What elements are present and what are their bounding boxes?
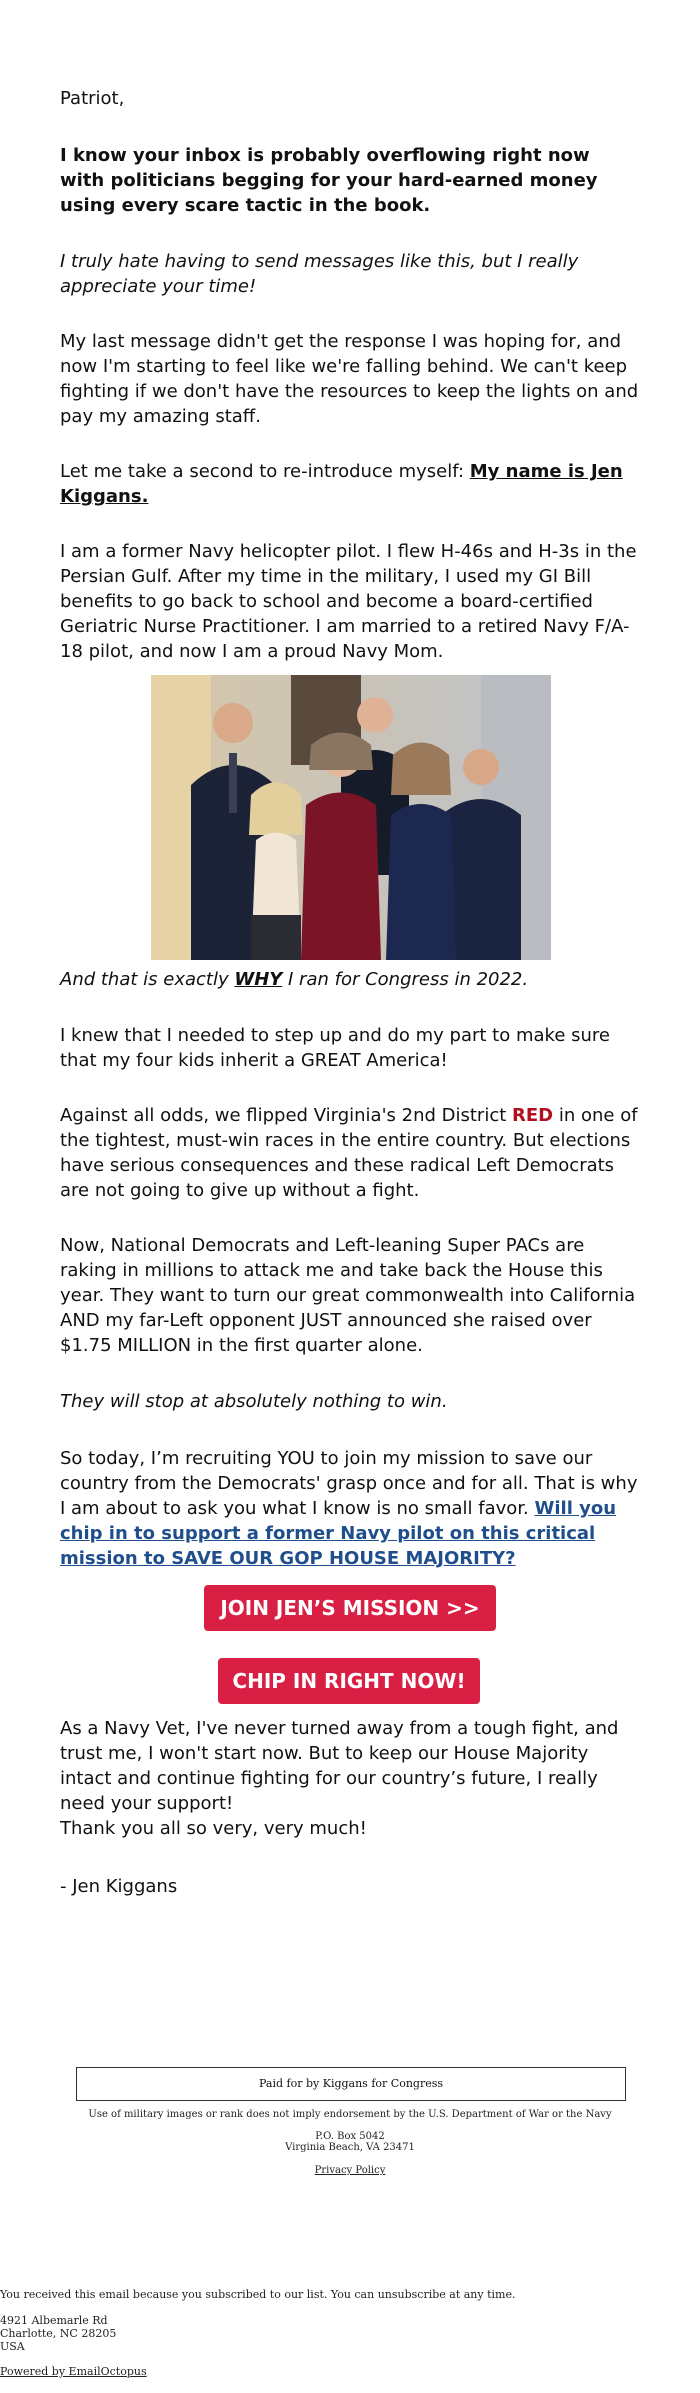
why-lead: And that is exactly (60, 969, 235, 990)
subscription-notice: You received this email because you subscribed to our list. You can unsubscribe at any time. (0, 2288, 516, 2301)
join-mission-button-label: JOIN JEN’S MISSION >> (220, 1596, 480, 1620)
chip-in-button-label: CHIP IN RIGHT NOW! (232, 1669, 466, 1693)
po-box: P.O. Box 5042 (315, 2131, 385, 2142)
emailoctopus-link[interactable]: Powered by EmailOctopus (0, 2365, 147, 2378)
paid-for-box (76, 2067, 626, 2101)
why-tail: I ran for Congress in 2022. (282, 969, 529, 990)
city-state: Virginia Beach, VA 23471 (285, 2142, 415, 2153)
flip-paragraph (60, 1103, 640, 1203)
reintro-paragraph (60, 459, 640, 509)
kids-paragraph: I knew that I needed to step up and do my part to make sure that my four kids inherit a GREAT America! (60, 1025, 610, 1071)
stop-paragraph: They will stop at absolutely nothing to win. (60, 1391, 448, 1412)
powered-by-line (0, 2365, 147, 2378)
intro-bold-paragraph: I know your inbox is probably overflowing right now with politicians begging for your hard-earned money using every scare tactic in the book. (60, 145, 598, 216)
navy-vet-paragraph: As a Navy Vet, I've never turned away from a tough fight, and trust me, I won't start now. But to keep our House Majority intact and continue fighting for our country’s future, I really need your support! (60, 1718, 619, 1814)
list-address-line2: Charlotte, NC 28205 (0, 2327, 117, 2340)
family-photo (151, 675, 551, 960)
red-emphasis: RED (512, 1105, 554, 1126)
paid-for-text: Paid for by Kiggans for Congress (259, 2077, 443, 2090)
why-paragraph (60, 967, 640, 992)
chip-in-button[interactable] (218, 1658, 480, 1704)
privacy-policy-link[interactable]: Privacy Policy (314, 2165, 386, 2176)
chip-in-link[interactable]: Will you chip in to support a former Navy pilot on this critical mission to SAVE OUR GOP HOUSE MAJORITY? (60, 1498, 617, 1569)
signature: - Jen Kiggans (60, 1876, 178, 1897)
name-emphasis: My name is Jen Kiggans. (60, 461, 623, 507)
list-address-line1: 4921 Albemarle Rd (0, 2314, 108, 2327)
join-mission-button[interactable] (204, 1585, 496, 1631)
recruit-lead: So today, I’m recruiting YOU to join my mission to save our country from the Democrats' grasp once and for all. That is why I am about to ask you what I know is no small favor. (60, 1448, 638, 1519)
last-message-paragraph: My last message didn't get the response I was hoping for, and now I'm starting to feel like we're falling behind. We can't keep fighting if we don't have the resources to keep the lights on and pay my amazing staff. (60, 331, 639, 427)
thanks-paragraph: Thank you all so very, very much! (60, 1818, 367, 1839)
privacy-policy-line (0, 2165, 700, 2177)
why-emphasis: WHY (234, 969, 283, 990)
bio-paragraph: I am a former Navy helicopter pilot. I flew H-46s and H-3s in the Persian Gulf. After my time in the military, I used my GI Bill benefits to go back to school and become a board-certified Geriatric Nurse Practitioner. I am married to a retired Navy F/A-18 pilot, and now I am a proud Navy Mom. (60, 541, 637, 662)
flip-lead: Against all odds, we flipped Virginia's 2nd District (60, 1105, 513, 1126)
list-address-country: USA (0, 2340, 25, 2353)
military-disclaimer: Use of military images or rank does not imply endorsement by the U.S. Department of War or the Navy (88, 2109, 612, 2120)
apology-paragraph: I truly hate having to send messages like this, but I really appreciate your time! (60, 251, 579, 297)
reintro-lead: Let me take a second to re-introduce myself: (60, 461, 470, 482)
recruit-paragraph (60, 1446, 640, 1571)
pacs-paragraph: Now, National Democrats and Left-leaning Super PACs are raking in millions to attack me and take back the House this year. They want to turn our great commonwealth into California AND my far-Left opponent JUST announced she raised over $1.75 MILLION in the first quarter alone. (60, 1235, 636, 1356)
flip-tail: in one of the tightest, must-win races in the entire country. But elections have serious consequences and these radical Left Democrats are not going to give up without a fight. (60, 1105, 638, 1201)
greeting: Patriot, (60, 88, 125, 109)
